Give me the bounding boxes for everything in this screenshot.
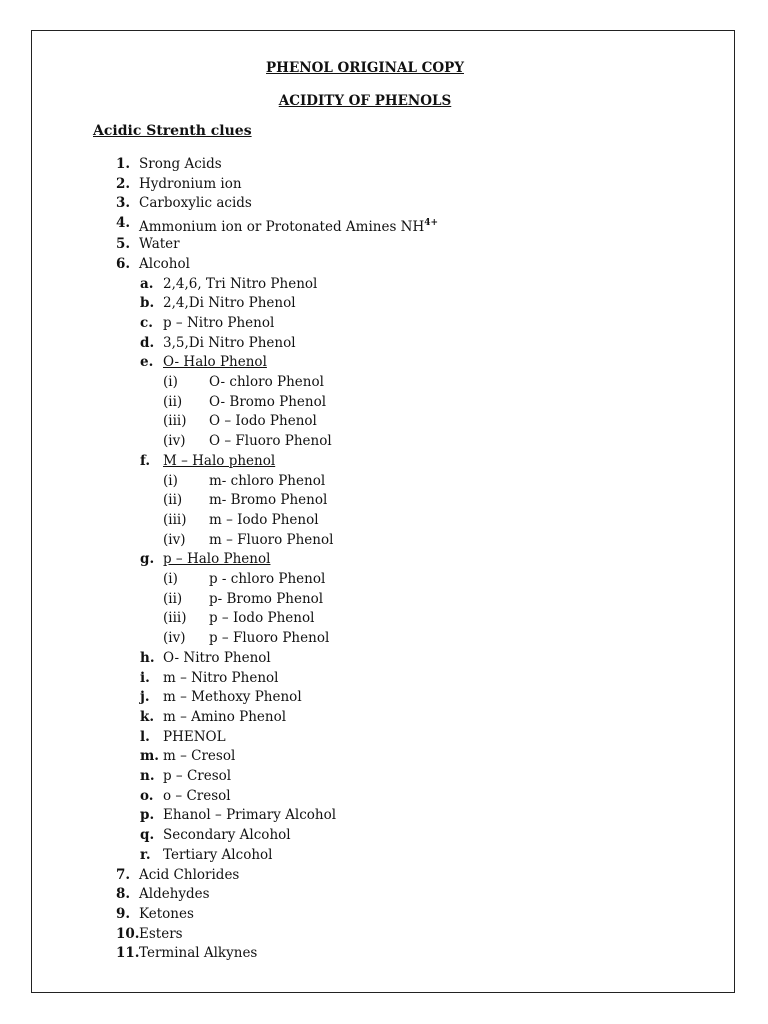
item-text: O- Halo Phenol <box>163 354 267 371</box>
item-roman: (iv) <box>163 433 186 450</box>
item-text: m – Nitro Phenol <box>163 669 279 686</box>
item-roman: (i) <box>163 374 178 390</box>
item-text: O- Bromo Phenol <box>209 393 327 410</box>
item-text: 2,4,Di Nitro Phenol <box>163 295 296 312</box>
item-text: Secondary Alcohol <box>163 827 291 844</box>
item-letter: i. <box>140 669 150 686</box>
item-text: O- chloro Phenol <box>209 374 324 390</box>
item-roman: (iii) <box>163 610 187 627</box>
item-text: o – Cresol <box>163 787 231 804</box>
item-letter: r. <box>140 846 151 863</box>
item-text: p – Iodo Phenol <box>209 610 315 627</box>
item-number: 5. <box>116 236 131 253</box>
item-text: m- chloro Phenol <box>209 472 326 489</box>
superscript: 4+ <box>424 218 439 229</box>
item-letter: h. <box>140 649 155 666</box>
page-border <box>31 30 735 993</box>
item-text: p – Halo Phenol <box>163 551 271 568</box>
item-letter: l. <box>140 728 150 745</box>
item-text: 2,4,6, Tri Nitro Phenol <box>163 275 318 292</box>
item-number: 4. <box>116 215 131 232</box>
item-text: Acid Chlorides <box>139 866 240 883</box>
item-letter: c. <box>140 314 153 331</box>
item-number: 6. <box>116 255 131 272</box>
item-letter: b. <box>140 295 155 312</box>
item-number: 3. <box>116 195 131 212</box>
item-letter: a. <box>140 275 154 292</box>
item-text: Terminal Alkynes <box>139 945 258 962</box>
document-subtitle: ACIDITY OF PHENOLS <box>278 93 452 109</box>
item-text: m – Iodo Phenol <box>209 511 319 528</box>
item-letter: o. <box>140 787 154 804</box>
item-text: Water <box>139 236 180 253</box>
item-text: p – Nitro Phenol <box>163 314 275 331</box>
item-letter: n. <box>140 768 155 784</box>
item-text: m – Fluoro Phenol <box>209 531 334 548</box>
item-text: m – Cresol <box>163 748 236 765</box>
item-letter: d. <box>140 334 155 351</box>
item-letter: g. <box>140 551 155 568</box>
item-number: 10. <box>116 925 140 942</box>
item-roman: (iv) <box>163 531 186 548</box>
item-text: m – Amino Phenol <box>163 708 287 725</box>
item-number: 1. <box>116 156 131 172</box>
item-letter: e. <box>140 354 154 371</box>
item-text: Srong Acids <box>139 156 222 172</box>
item-number: 8. <box>116 886 131 903</box>
item-text: Ehanol – Primary Alcohol <box>163 807 337 824</box>
item-number: 11. <box>116 945 140 962</box>
section-heading: Acidic Strenth clues <box>93 123 252 139</box>
item-roman: (i) <box>163 472 178 489</box>
item-text: O- Nitro Phenol <box>163 649 271 666</box>
item-roman: (iii) <box>163 413 187 430</box>
item-roman: (ii) <box>163 590 183 607</box>
item-letter: q. <box>140 827 155 844</box>
item-letter: p. <box>140 807 155 824</box>
item-roman: (ii) <box>163 393 183 410</box>
document-title: PHENOL ORIGINAL COPY <box>266 60 464 76</box>
item-number: 2. <box>116 175 131 192</box>
item-text: m- Bromo Phenol <box>209 492 328 509</box>
item-text: O – Iodo Phenol <box>209 413 317 430</box>
item-text: Esters <box>139 925 183 942</box>
item-text: p – Cresol <box>163 768 232 784</box>
item-text: Hydronium ion <box>139 175 242 192</box>
item-letter: j. <box>140 689 150 706</box>
item-roman: (i) <box>163 571 178 587</box>
item-text: m – Methoxy Phenol <box>163 689 302 706</box>
item-text: Ammonium ion or Protonated Amines $NH^{4+}$ <box>139 218 439 236</box>
item-text: Aldehydes <box>139 886 210 903</box>
item-text: p – Fluoro Phenol <box>209 630 330 647</box>
item-letter: k. <box>140 708 155 725</box>
item-text: Alcohol <box>139 255 190 272</box>
item-roman: (iii) <box>163 511 187 528</box>
item-text: Ketones <box>139 905 194 922</box>
item-text: M – Halo phenol <box>163 452 276 469</box>
item-number: 9. <box>116 905 131 922</box>
item-text: p - chloro Phenol <box>209 571 326 587</box>
item-letter: f. <box>140 452 151 469</box>
item-roman: (ii) <box>163 492 183 509</box>
item-text: Carboxylic acids <box>139 195 252 212</box>
item-letter: m. <box>140 748 159 765</box>
item-text: 3,5,Di Nitro Phenol <box>163 334 296 351</box>
item-text: PHENOL <box>163 728 226 745</box>
item-text: Tertiary Alcohol <box>163 846 273 863</box>
item-text: O – Fluoro Phenol <box>209 433 332 450</box>
item-number: 7. <box>116 866 131 883</box>
item-text: p- Bromo Phenol <box>209 590 324 607</box>
item-roman: (iv) <box>163 630 186 647</box>
